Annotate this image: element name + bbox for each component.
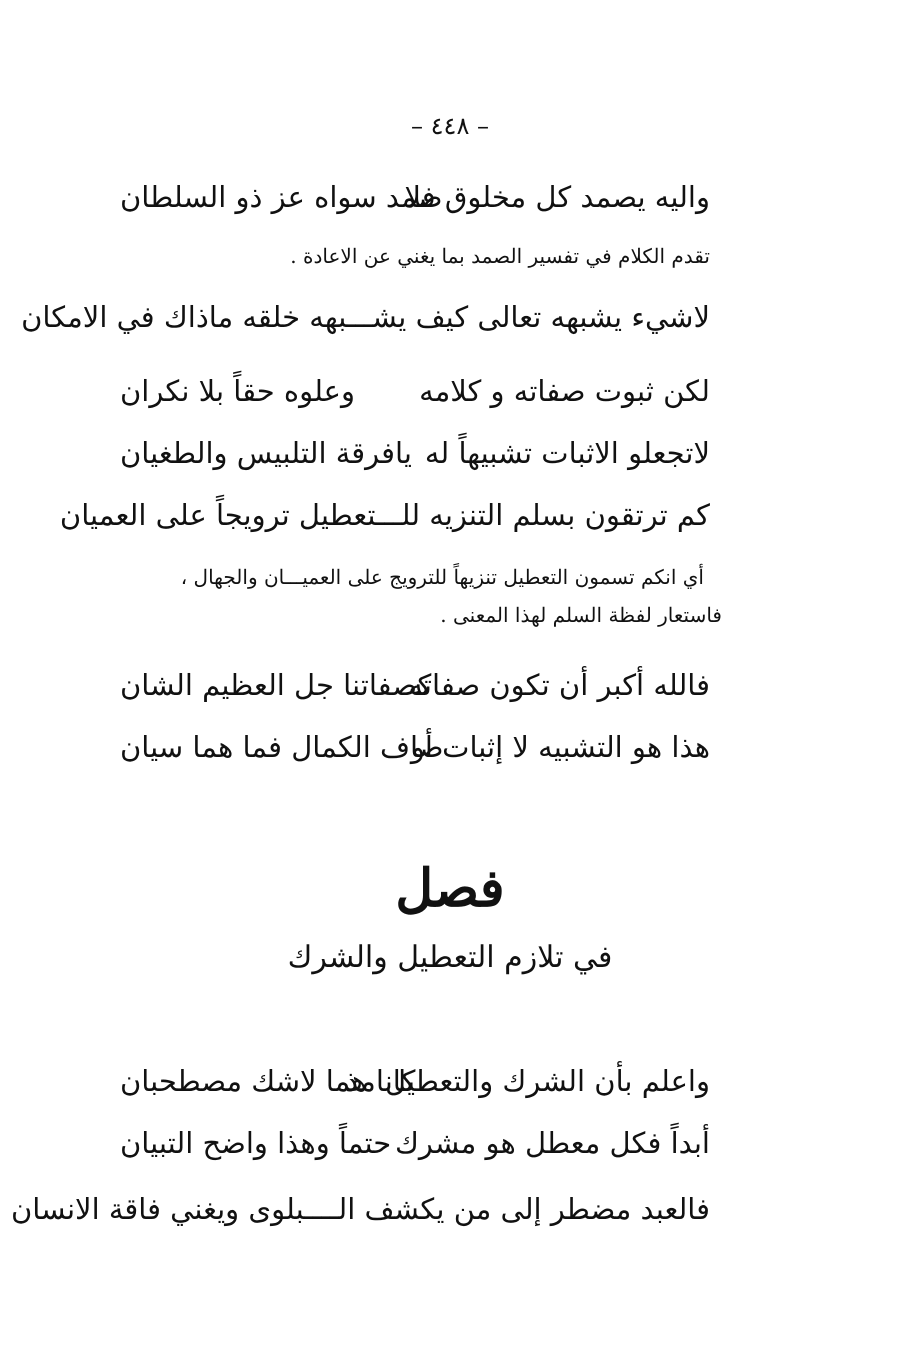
verse-second-hemistich: يافرقة التلبيس والطغيان [120, 436, 412, 470]
commentary-note: أي انكم تسمون التعطيل تنزيهاً للترويج على العميـــان والجهال ، [180, 565, 704, 589]
verse-line [120, 1118, 710, 1168]
verse-second-hemistich: صاف الكمال فما هما سيان [120, 730, 444, 764]
verse-first-hemistich: أبداً فكل معطل هو مشرك [395, 1126, 710, 1160]
verse-first-hemistich: هذا هو التشبيه لا إثبات أو [410, 730, 710, 764]
verse-second-hemistich: وعلوه حقاً بلا نكران [120, 374, 355, 408]
verse-line: فالعبد مضطر إلى من يكشف الــــبلوى ويغني فاقة الانسان [10, 1192, 710, 1226]
verse-line [120, 1056, 710, 1106]
commentary-note: فاستعار لفظة السلم لهذا المعنى . [440, 603, 722, 627]
verse-line [120, 660, 710, 710]
verse-second-hemistich: صمد سواه عز ذو السلطان [120, 180, 443, 214]
section-subtitle: في تلازم التعطيل والشرك [287, 940, 613, 975]
page-number: – ٤٤٨ – [411, 112, 489, 140]
verse-line [120, 366, 710, 416]
verse-second-hemistich: كصفاتنا جل العظيم الشان [120, 668, 432, 702]
verse-first-hemistich: لكن ثبوت صفاته و كلامه [419, 374, 710, 408]
verse-line [120, 722, 710, 772]
commentary-note: تقدم الكلام في تفسير الصمد بما يغني عن الاعادة . [290, 244, 710, 268]
verse-second-hemistich: حتماً وهذا واضح التبيان [120, 1126, 392, 1160]
verse-first-hemistich: واعلم بأن الشرك والتعطيل مذ [345, 1064, 710, 1098]
verse-first-hemistich: لاتجعلو الاثبات تشبيهاً له [424, 436, 710, 470]
section-heading: فصل [395, 858, 505, 919]
verse-line: لاشيء يشبهه تعالى كيف يشـــبهه خلقه ماذاك في الامكان [21, 300, 710, 334]
verse-line [120, 172, 710, 222]
verse-line [120, 428, 710, 478]
verse-line: كم ترتقون بسلم التنزيه للـــتعطيل ترويجاً على العميان [59, 498, 710, 532]
verse-second-hemistich: كانا هما لاشك مصطحبان [120, 1064, 416, 1098]
verse-first-hemistich: واليه يصمد كل مخلوق فلا [404, 180, 710, 214]
verse-first-hemistich: فالله أكبر أن تكون صفاته [408, 668, 710, 702]
